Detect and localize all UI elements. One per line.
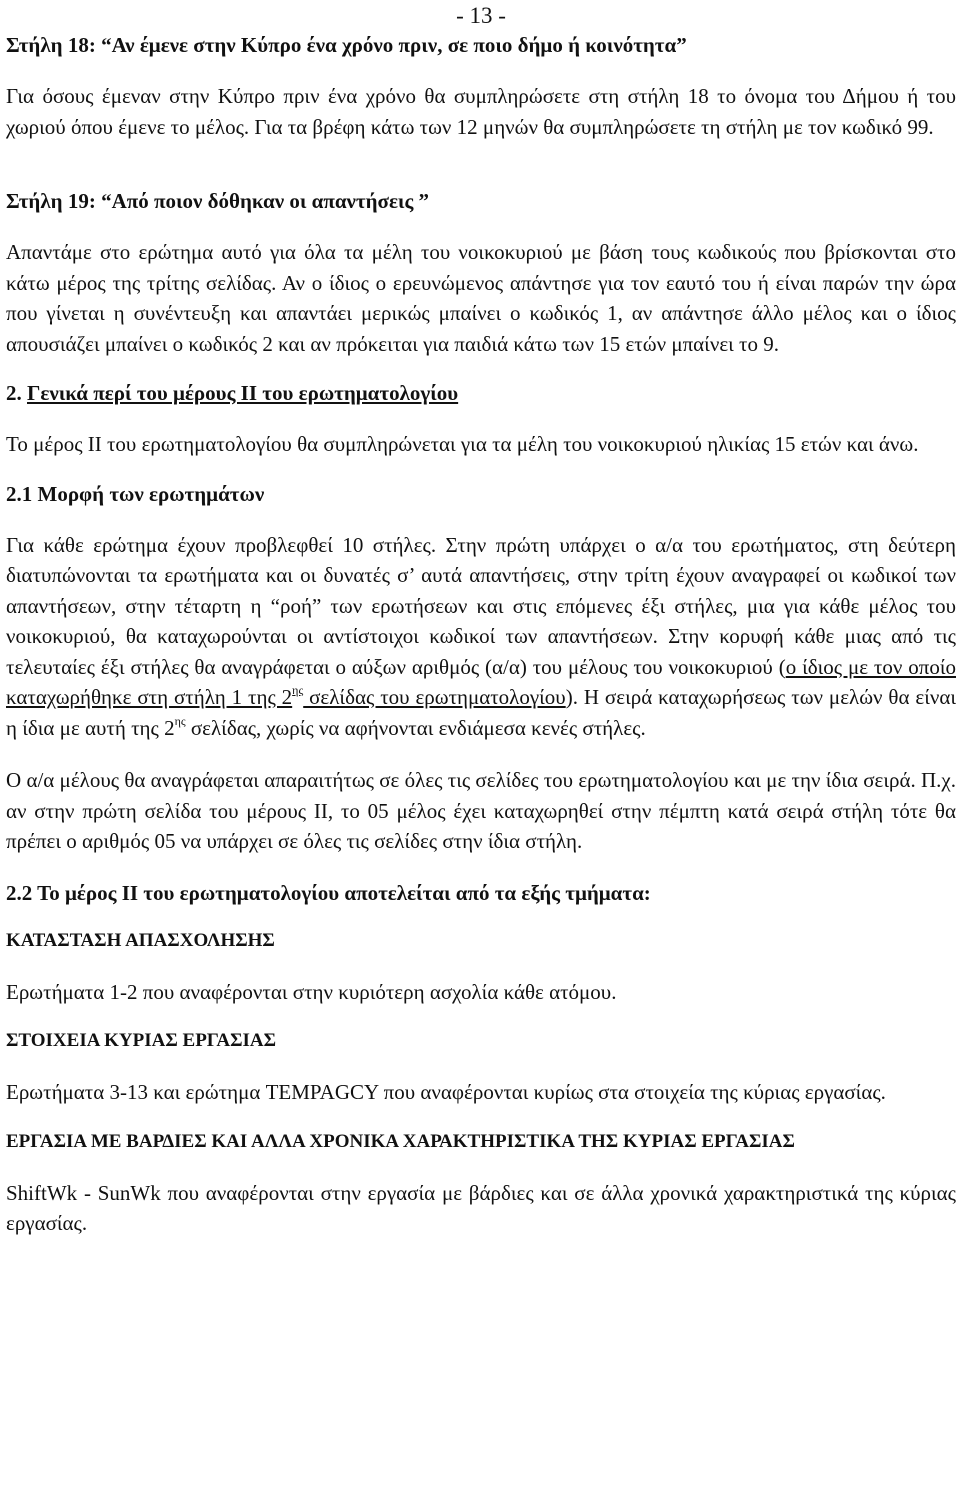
section-2-1-body [6,530,956,744]
superscript-ordinal-1: ης [292,683,304,697]
page-number: - 13 - [456,3,506,28]
column-19-title: “Από ποιον δόθηκαν οι απαντήσεις ” [101,189,430,213]
section-2-1-body-2: Ο α/α μέλους θα αναγράφεται απαραιτήτως σε όλες τις σελίδες του ερωτηματολογίου και με την ίδια σειρά. Π.χ. αν στην πρώτη σελίδα του μέρους ΙΙ, το 05 μέλος έχει καταχωρηθεί στην πέμπτη κατά σειρά στήλη τότε θα πρέπει ο αριθμός 05 να υπάρχει σε όλες τις σελίδες στην ίδια στήλη. [6,768,956,853]
section-2-1-text-a: Για κάθε ερώτημα έχουν προβλεφθεί 10 στήλες. Στην πρώτη υπάρχει ο α/α του ερωτήματος, στη δεύτερη διατυπώνονται τα ερωτήματα και οι δυνατές σ’ αυτά απαντήσεις, στην τρίτη έχουν αναγραφεί οι κωδικοί των απαντήσεων, στην τέταρτη η “ροή” των ερωτήσεων και στις επόμενες έξι στήλες, μια για κάθε μέλος του νοικοκυριού, θα καταχωρούνται οι αντίστοιχοι κωδικοί των απαντήσεων. Στην κορυφή κάθε μιας από τις τελευταίες έξι στήλες θα αναγράφεται ο αύξων αριθμός (α/α) του μέλους του νοικοκυριού ( [6,532,956,679]
column-18-label: Στήλη 18: [6,33,96,57]
block-heading-employment-status: ΚΑΤΑΣΤΑΣΗ ΑΠΑΣΧΟΛΗΣΗΣ [6,929,275,951]
column-18-body: Για όσους έμεναν στην Κύπρο πριν ένα χρόνο θα συμπληρώσετε στη στήλη 18 το όνομα του Δήμου ή του χωριού όπου έμενε το μέλος. Για τα βρέφη κάτω των 12 μηνών θα συμπληρώσετε τη στήλη με τον κωδικό 99. [6,84,956,139]
column-19-body: Απαντάμε στο ερώτημα αυτό για όλα τα μέλη του νοικοκυριού με βάση τους κωδικούς που βρίσκονται στο κάτω μέρος της τρίτης σελίδας. Αν ο ίδιος ο ερευνώμενος απάντησε για τον εαυτό του ή είναι παρών την ώρα που γίνεται η συνέντευξη και απαντάει μερικώς μπαίνει ο κωδικός 1, αν απάντησε άλλο μέλος και ο ίδιος απουσιάζει μπαίνει ο κωδικός 2 και αν πρόκειται για παιδιά κάτω των 15 ετών μπαίνει το 9. [6,240,956,356]
section-2-1-heading: 2.1 Μορφή των ερωτημάτων [6,481,265,506]
column-18-title: “Αν έμενε στην Κύπρο ένα χρόνο πριν, σε ποιο δήμο ή κοινότητα” [101,33,687,57]
section-2-2-heading: 2.2 Το μέρος ΙΙ του ερωτηματολογίου αποτελείται από τα εξής τμήματα: [6,880,651,905]
document-page [6,0,956,1239]
block-heading-main-job: ΣΤΟΙΧΕΙΑ ΚΥΡΙΑΣ ΕΡΓΑΣΙΑΣ [6,1030,277,1051]
block-body-main-job: Ερωτήματα 3-13 και ερώτημα TEMPAGCY που αναφέρονται κυρίως στα στοιχεία της κύριας εργασίας. [6,1080,886,1104]
block-body-shift-work: ShiftWk - SunWk που αναφέρονται στην εργασία με βάρδιες και σε άλλα χρονικά χαρακτηριστικά της κύριας εργασίας. [6,1180,956,1235]
section-2-body: Το μέρος ΙΙ του ερωτηματολογίου θα συμπληρώνεται για τα μέλη του νοικοκυριού ηλικίας 15 ετών και άνω. [6,432,919,456]
section-2-title: Γενικά περί του μέρους ΙΙ του ερωτηματολογίου [27,381,459,405]
section-2-1-text-c: σελίδας, χωρίς να αφήνονται ενδιάμεσα κενές στήλες. [185,715,646,740]
block-heading-shift-work: ΕΡΓΑΣΙΑ ΜΕ ΒΑΡΔΙΕΣ ΚΑΙ ΑΛΛΑ ΧΡΟΝΙΚΑ ΧΑΡΑΚΤΗΡΙΣΤΙΚΑ ΤΗΣ ΚΥΡΙΑΣ ΕΡΓΑΣΙΑΣ [6,1130,795,1152]
section-2-1-underlined-a: ο ίδιος με τον οποίο καταχωρήθηκε στη στήλη 1 της 2 [6,654,956,709]
column-18-heading [6,31,956,59]
section-2-number: 2. [6,381,22,405]
block-body-employment-status: Ερωτήματα 1-2 που αναφέρονται στην κυριότερη ασχολία κάθε ατόμου. [6,979,617,1004]
section-2-1-underlined-b: σελίδας του ερωτηματολογίου [303,685,566,709]
column-19-heading [6,187,956,215]
superscript-ordinal-2: ης [174,713,186,728]
section-2-heading [6,379,956,407]
column-19-label: Στήλη 19: [6,189,96,213]
section-2-1-text-b: ). Η σειρά καταχωρήσεως των μελών θα είναι η ίδια με αυτή της 2 [6,685,957,740]
